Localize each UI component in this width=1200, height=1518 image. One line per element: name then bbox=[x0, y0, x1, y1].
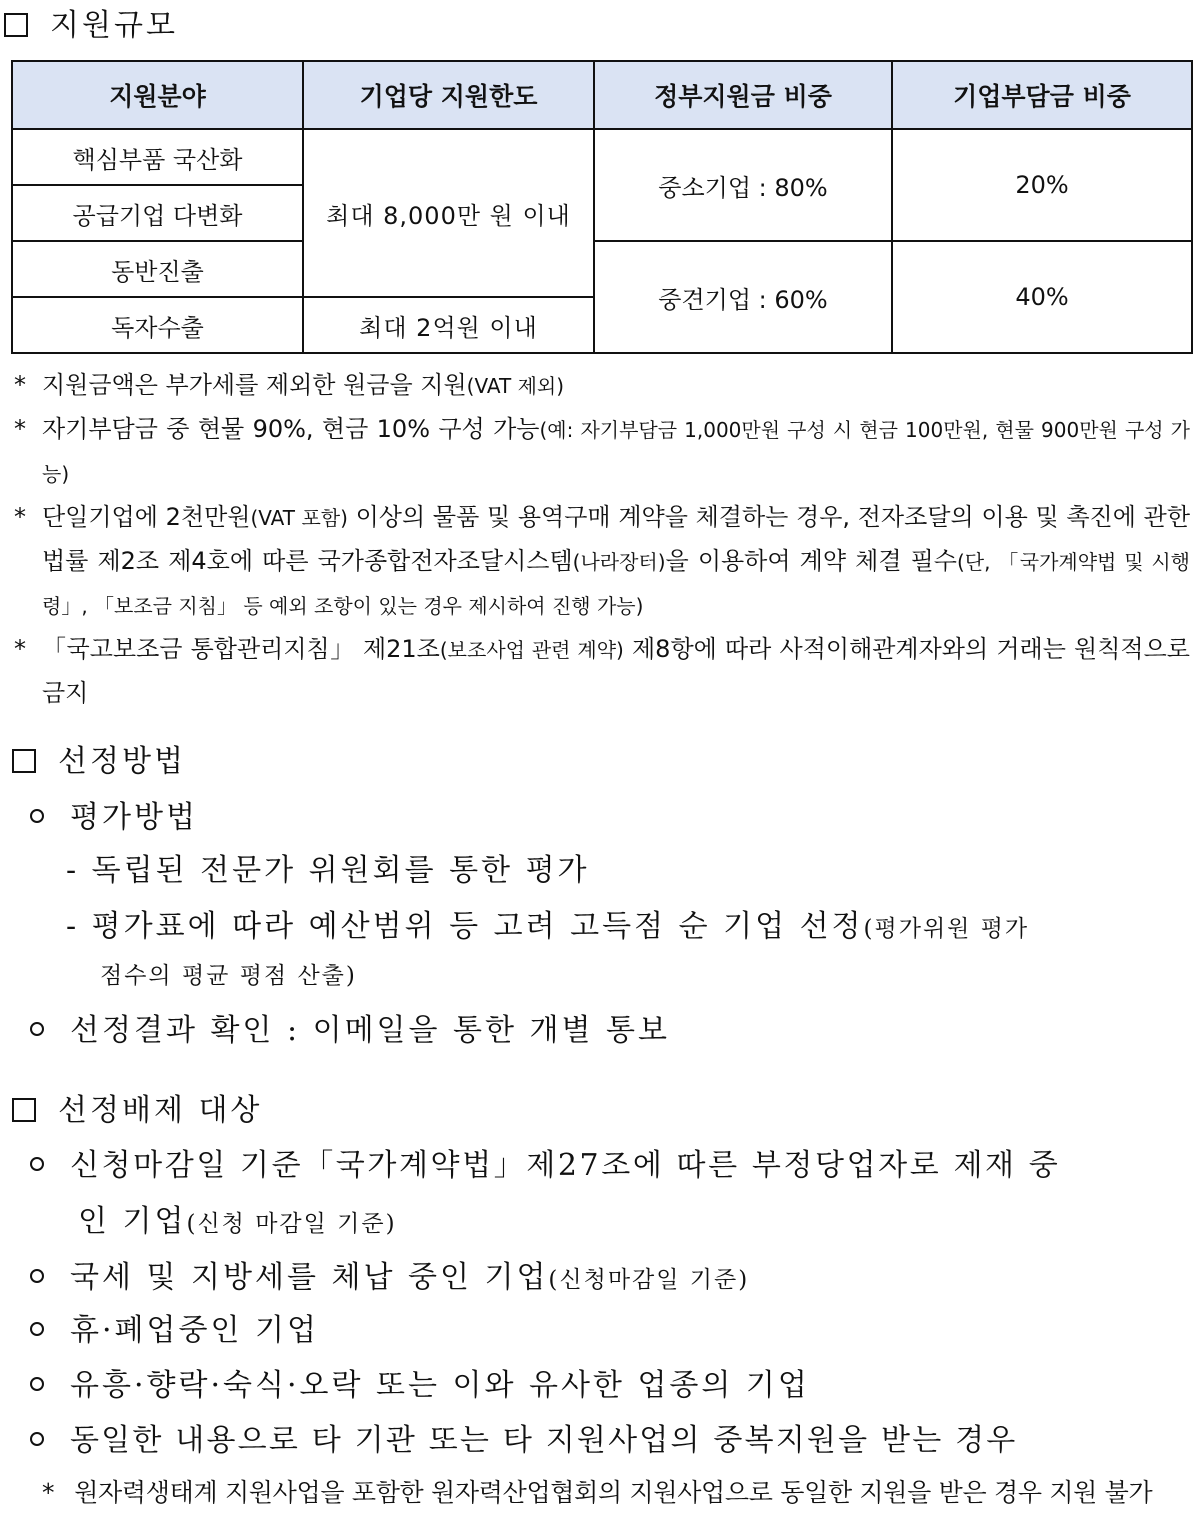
notes-list bbox=[14, 364, 1190, 715]
checkbox-square-icon bbox=[4, 13, 28, 37]
exclusion-item: 국세 및 지방세를 체납 중인 기업(신청마감일 기준) bbox=[30, 1252, 749, 1296]
checkbox-square-icon bbox=[12, 1098, 36, 1122]
method-eval-item: - 평가표에 따라 예산범위 등 고려 고득점 순 기업 선정(평가위원 평가 bbox=[66, 909, 1030, 944]
circle-bullet-icon bbox=[30, 1157, 44, 1171]
circle-bullet-icon bbox=[30, 1022, 44, 1036]
table-cell-gov-ratio: 중견기업 : 60% bbox=[594, 241, 892, 353]
table-header: 기업부담금 비중 bbox=[892, 61, 1192, 129]
exclusion-item: 유흥·향락·숙식·오락 또는 이와 유사한 업종의 기업 bbox=[30, 1360, 810, 1404]
note-item: * 자기부담금 중 현물 90%, 현금 10% 구성 가능(예: 자기부담금 1,000만원 구성 시 현금 100만원, 현물 900만원 구성 가능) bbox=[14, 415, 1190, 486]
section-heading-method: 선정방법 bbox=[12, 736, 186, 780]
table-cell-burden-ratio: 20% bbox=[892, 129, 1192, 241]
table-cell-field: 공급기업 다변화 bbox=[12, 185, 303, 241]
circle-bullet-icon bbox=[30, 1377, 44, 1391]
table-header: 정부지원금 비중 bbox=[594, 61, 892, 129]
section-heading-exclusion: 선정배제 대상 bbox=[12, 1085, 262, 1129]
circle-bullet-icon bbox=[30, 1432, 44, 1446]
checkbox-square-icon bbox=[12, 749, 36, 773]
table-cell-limit: 최대 8,000만 원 이내 bbox=[303, 129, 594, 297]
table-cell-field: 동반진출 bbox=[12, 241, 303, 297]
table-cell-limit: 최대 2억원 이내 bbox=[303, 297, 594, 353]
section-heading-scale: 지원규모 bbox=[4, 0, 178, 44]
note-item: * 단일기업에 2천만원(VAT 포함) 이상의 물품 및 용역구매 계약을 체결하는 경우, 전자조달의 이용 및 촉진에 관한 법률 제2조 제4호에 따른 국가종합전자조달시스템(나라장터)을 이용하여 계약 체결 필수(단, 「국가계약법 및 시행령」, 「보조금 지침」 등 예외 조항이 있는 경우 제시하여 진행 가능) bbox=[14, 503, 1190, 618]
table-cell-gov-ratio: 중소기업 : 80% bbox=[594, 129, 892, 241]
table-header: 지원분야 bbox=[12, 61, 303, 129]
note-item: * 「국고보조금 통합관리지침」 제21조(보조사업 관련 계약) 제8항에 따라 사적이해관계자와의 거래는 원칙적으로 금지 bbox=[14, 635, 1190, 707]
circle-bullet-icon bbox=[30, 1269, 44, 1283]
table-cell-field: 핵심부품 국산화 bbox=[12, 129, 303, 185]
exclusion-item-continued: 인 기업(신청 마감일 기준) bbox=[78, 1204, 397, 1239]
method-eval-title: 평가방법 bbox=[30, 792, 198, 836]
method-eval-item-continued: 점수의 평균 평점 산출) bbox=[100, 963, 357, 989]
exclusion-item: 신청마감일 기준「국가계약법」제27조에 따른 부정당업자로 제재 중 bbox=[30, 1140, 1060, 1184]
circle-bullet-icon bbox=[30, 1322, 44, 1336]
method-result: 선정결과 확인 : 이메일을 통한 개별 통보 bbox=[30, 1005, 670, 1049]
exclusion-item: 동일한 내용으로 타 기관 또는 타 지원사업의 중복지원을 받는 경우 bbox=[30, 1415, 1017, 1459]
note-item: * 지원금액은 부가세를 제외한 원금을 지원(VAT 제외) bbox=[14, 371, 565, 399]
exclusion-item: 휴·폐업중인 기업 bbox=[30, 1305, 319, 1349]
support-scale-table bbox=[11, 60, 1193, 354]
method-eval-item: - 독립된 전문가 위원회를 통한 평가 bbox=[66, 853, 590, 888]
exclusion-footnote: * 원자력생태계 지원사업을 포함한 원자력산업협회의 지원사업으로 동일한 지원을 받은 경우 지원 불가 bbox=[42, 1478, 1153, 1507]
table-header: 기업당 지원한도 bbox=[303, 61, 594, 129]
table-cell-burden-ratio: 40% bbox=[892, 241, 1192, 353]
circle-bullet-icon bbox=[30, 809, 44, 823]
table-cell-field: 독자수출 bbox=[12, 297, 303, 353]
